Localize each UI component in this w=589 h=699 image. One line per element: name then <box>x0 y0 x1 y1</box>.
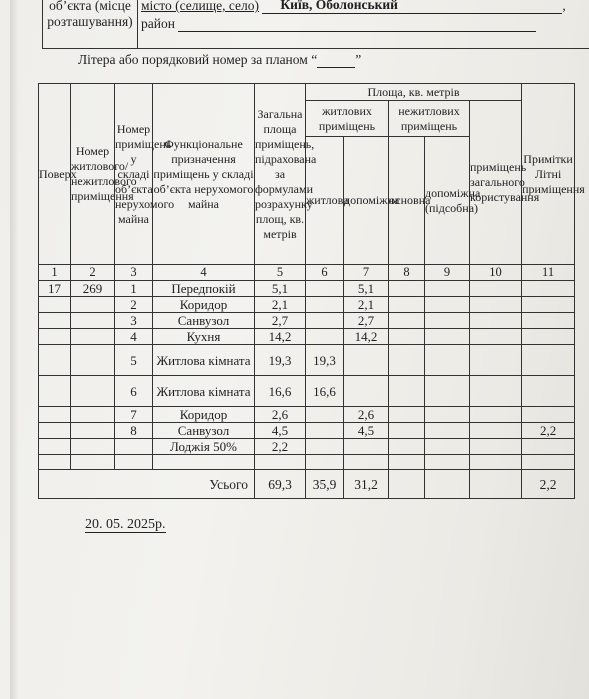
cell-apt <box>71 297 115 313</box>
cell-total: 2,1 <box>255 297 306 313</box>
cell-total: 2,7 <box>255 313 306 329</box>
page-fold <box>10 0 18 699</box>
col-number: 1 <box>39 265 71 281</box>
table-row <box>39 345 575 376</box>
total-area: 69,3 <box>255 470 306 499</box>
col-number: 3 <box>115 265 153 281</box>
table-row <box>39 297 575 313</box>
col-number: 11 <box>522 265 575 281</box>
plan-letter-blank <box>317 55 355 68</box>
header-function: Функціональне призначення приміщень у складі об’єкта нерухомого майна <box>153 84 255 265</box>
cell-room: 2 <box>115 297 153 313</box>
header-nonliving-group: нежитлових приміщень <box>389 101 470 137</box>
cell-room <box>115 439 153 455</box>
cell-extra <box>522 329 575 345</box>
header-common-use: приміщень загального користування <box>470 101 522 265</box>
table-row-empty <box>39 455 575 470</box>
col-number: 4 <box>153 265 255 281</box>
col-number: 9 <box>425 265 470 281</box>
cell-living <box>306 297 344 313</box>
col-number: 5 <box>255 265 306 281</box>
cell-apt: 269 <box>71 281 115 297</box>
cell-total: 14,2 <box>255 329 306 345</box>
table-row <box>39 439 575 455</box>
cell-room: 4 <box>115 329 153 345</box>
column-numbers-row <box>39 265 575 281</box>
cell-name: Коридор <box>153 297 255 313</box>
header-floor: Поверх <box>39 84 71 265</box>
cell-room: 6 <box>115 376 153 407</box>
cell-extra <box>522 297 575 313</box>
cell-name: Житлова кімната <box>153 345 255 376</box>
total-row <box>39 470 575 499</box>
cell-extra <box>522 407 575 423</box>
table-row <box>39 407 575 423</box>
table-row <box>39 329 575 345</box>
location-box <box>42 0 589 49</box>
header-living-group: житлових приміщень <box>306 101 389 137</box>
col-number: 7 <box>344 265 389 281</box>
cell-floor <box>39 423 71 439</box>
cell-apt <box>71 313 115 329</box>
header-room-no: Номер приміщень у складі об’єкта нерухомого майна <box>115 84 153 265</box>
header-notes: Примітки Літні приміщення <box>522 84 575 265</box>
col-number: 8 <box>389 265 425 281</box>
cell-name: Кухня <box>153 329 255 345</box>
header-living-main: житлова <box>306 137 344 265</box>
cell-apt <box>71 345 115 376</box>
cell-room: 7 <box>115 407 153 423</box>
cell-aux: 4,5 <box>344 423 389 439</box>
cell-extra <box>522 313 575 329</box>
cell-total: 16,6 <box>255 376 306 407</box>
cell-living <box>306 329 344 345</box>
table-row <box>39 423 575 439</box>
cell-living: 16,6 <box>306 376 344 407</box>
location-label: об’єкта (місце розташування) <box>47 0 133 29</box>
cell-living <box>306 439 344 455</box>
cell-living <box>306 313 344 329</box>
cell-apt <box>71 376 115 407</box>
total-extra: 2,2 <box>522 470 575 499</box>
cell-apt <box>71 423 115 439</box>
city-suffix: , <box>562 0 566 13</box>
header-nonliving-aux: допоміжна (підсобна) <box>425 137 470 265</box>
total-aux: 31,2 <box>344 470 389 499</box>
city-prefix: місто (селище, село) <box>141 0 260 13</box>
cell-floor: 17 <box>39 281 71 297</box>
cell-name: Санвузол <box>153 423 255 439</box>
cell-extra <box>522 281 575 297</box>
header-total-area: Загальна площа приміщень, підрахована за формулами розрахунку площ, кв. метрів <box>255 84 306 265</box>
cell-apt <box>71 329 115 345</box>
cell-aux: 5,1 <box>344 281 389 297</box>
cell-extra <box>522 376 575 407</box>
cell-total: 4,5 <box>255 423 306 439</box>
cell-floor <box>39 297 71 313</box>
cell-floor <box>39 439 71 455</box>
cell-name: Житлова кімната <box>153 376 255 407</box>
cell-extra: 2,2 <box>522 423 575 439</box>
cell-aux: 2,1 <box>344 297 389 313</box>
total-label: Усього <box>39 470 255 499</box>
cell-living: 19,3 <box>306 345 344 376</box>
city-line <box>141 0 566 14</box>
cell-room: 5 <box>115 345 153 376</box>
cell-living <box>306 281 344 297</box>
rooms-table <box>38 83 585 499</box>
cell-aux <box>344 376 389 407</box>
table-row <box>39 376 575 407</box>
total-living: 35,9 <box>306 470 344 499</box>
cell-room: 3 <box>115 313 153 329</box>
cell-name: Лоджія 50% <box>153 439 255 455</box>
col-number: 2 <box>71 265 115 281</box>
cell-name: Коридор <box>153 407 255 423</box>
col-number: 6 <box>306 265 344 281</box>
cell-living <box>306 423 344 439</box>
cell-total: 2,2 <box>255 439 306 455</box>
cell-name: Санвузол <box>153 313 255 329</box>
district-line <box>141 16 536 32</box>
cell-apt <box>71 439 115 455</box>
cell-floor <box>39 329 71 345</box>
cell-living <box>306 407 344 423</box>
document-date: 20. 05. 2025р. <box>85 517 166 532</box>
cell-aux: 2,6 <box>344 407 389 423</box>
cell-name: Передпокій <box>153 281 255 297</box>
cell-floor <box>39 345 71 376</box>
cell-room: 1 <box>115 281 153 297</box>
cell-apt <box>71 407 115 423</box>
cell-extra <box>522 439 575 455</box>
plan-letter-closing: ” <box>355 52 362 67</box>
cell-aux: 14,2 <box>344 329 389 345</box>
cell-floor <box>39 407 71 423</box>
col-number: 10 <box>470 265 522 281</box>
cell-floor <box>39 376 71 407</box>
cell-room: 8 <box>115 423 153 439</box>
header-apt-no: Номер житлового/ нежитлового приміщення <box>71 84 115 265</box>
table-row <box>39 313 575 329</box>
header-nonliving-main: основна <box>389 137 425 265</box>
district-label: район <box>141 16 175 31</box>
cell-extra <box>522 345 575 376</box>
table-row <box>39 281 575 297</box>
cell-aux: 2,7 <box>344 313 389 329</box>
cell-floor <box>39 313 71 329</box>
cell-total: 5,1 <box>255 281 306 297</box>
cell-total: 19,3 <box>255 345 306 376</box>
city-value: Київ, Оболонський <box>280 0 398 12</box>
cell-aux <box>344 345 389 376</box>
header-living-aux: допоміжна <box>344 137 389 265</box>
plan-letter-line <box>78 52 361 68</box>
cell-total: 2,6 <box>255 407 306 423</box>
cell-aux <box>344 439 389 455</box>
plan-letter-text: Літера або порядковий номер за планом “ <box>78 52 318 67</box>
header-area-group: Площа, кв. метрів <box>306 84 522 101</box>
